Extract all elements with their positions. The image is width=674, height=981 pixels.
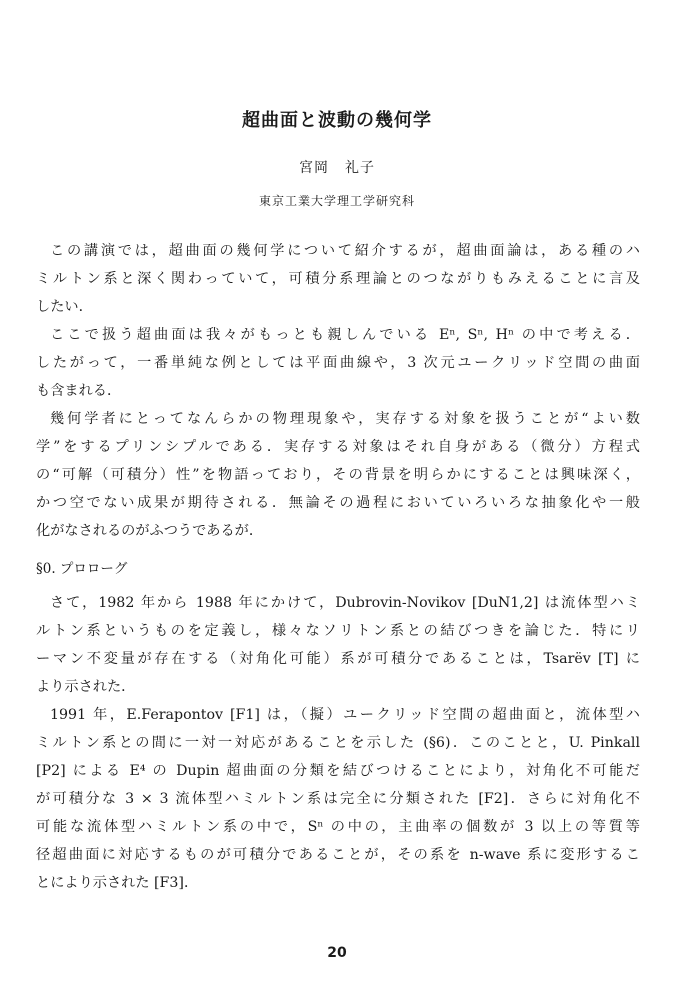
text-line: したがって，一番単純な例としては平面曲線や，3 次元ユークリッド空間の曲面 [36, 355, 640, 371]
section-heading: §0. プロローグ [36, 561, 128, 577]
text-line: ここで扱う超曲面は我々がもっとも親しんでいる Eⁿ, Sⁿ, Hⁿ の中で考える． [50, 327, 640, 343]
intro-section [36, 237, 640, 545]
text-line: 化がなされるのがふつうであるが． [36, 523, 264, 539]
text-line: この講演では，超曲面の幾何学について紹介するが，超曲面論は，ある種のハ [50, 243, 640, 259]
text-line: が可積分な 3 × 3 流体型ハミルトン系は完全に分類された [F2]．さらに対角化不 [36, 791, 640, 807]
text-line: ルトン系というものを定義し，様々なソリトン系との結びつきを論じた．特にリ [36, 623, 640, 639]
text-line: ミルトン系との間に一対一対応があることを示した (§6)．このことと，U. Pinkall [36, 735, 640, 751]
page-number: 20 [327, 945, 347, 961]
text-line: 学”をするプリンシプルである．実存する対象はそれ自身がある（微分）方程式 [36, 439, 640, 455]
paper-title: 超曲面と波動の幾何学 [242, 110, 432, 131]
text-line: 1991 年，E.Ferapontov [F1] は，（擬）ユークリッド空間の超曲面と，流体型ハ [50, 707, 640, 723]
text-line: 可能な流体型ハミルトン系の中で，Sⁿ の中の，主曲率の個数が 3 以上の等質等 [36, 819, 640, 835]
paper-body [36, 237, 640, 897]
author-name [0, 157, 674, 177]
text-line: ミルトン系と深く関わっていて，可積分系理論とのつながりもみえることに言及 [36, 271, 640, 287]
text-line: とにより示された [F3]． [36, 875, 199, 891]
text-line: かつ空でない成果が期待される．無論その過程においていろいろな抽象化や一般 [36, 495, 640, 511]
text-line: 幾何学者にとってなんらかの物理現象や，実存する対象を扱うことが“よい数 [50, 411, 640, 427]
text-line: 径超曲面に対応するものが可積分であることが，その系を n-wave 系に変形するこ [36, 847, 640, 863]
section-0-body [36, 589, 640, 897]
author-family-name: 宮岡 [299, 160, 329, 176]
text-line: の“可解（可積分）性”を物語っており，その背景を明らかにすることは興味深く， [36, 467, 640, 483]
author-affiliation: 東京工業大学理工学研究科 [258, 194, 415, 208]
text-line: より示された． [36, 679, 136, 695]
text-line: さて，1982 年から 1988 年にかけて，Dubrovin-Novikov [DuN1,2] は流体型ハミ [50, 595, 640, 611]
text-line: ーマン不変量が存在する（対角化可能）系が可積分であることは，Tsarëv [T] に [36, 651, 640, 667]
text-line: したい． [36, 299, 93, 315]
author-given-name: 礼子 [345, 160, 375, 176]
text-line: [P2] による E⁴ の Dupin 超曲面の分類を結びつけることにより，対角化不可能だ [36, 763, 640, 779]
text-line: も含まれる． [36, 383, 122, 399]
